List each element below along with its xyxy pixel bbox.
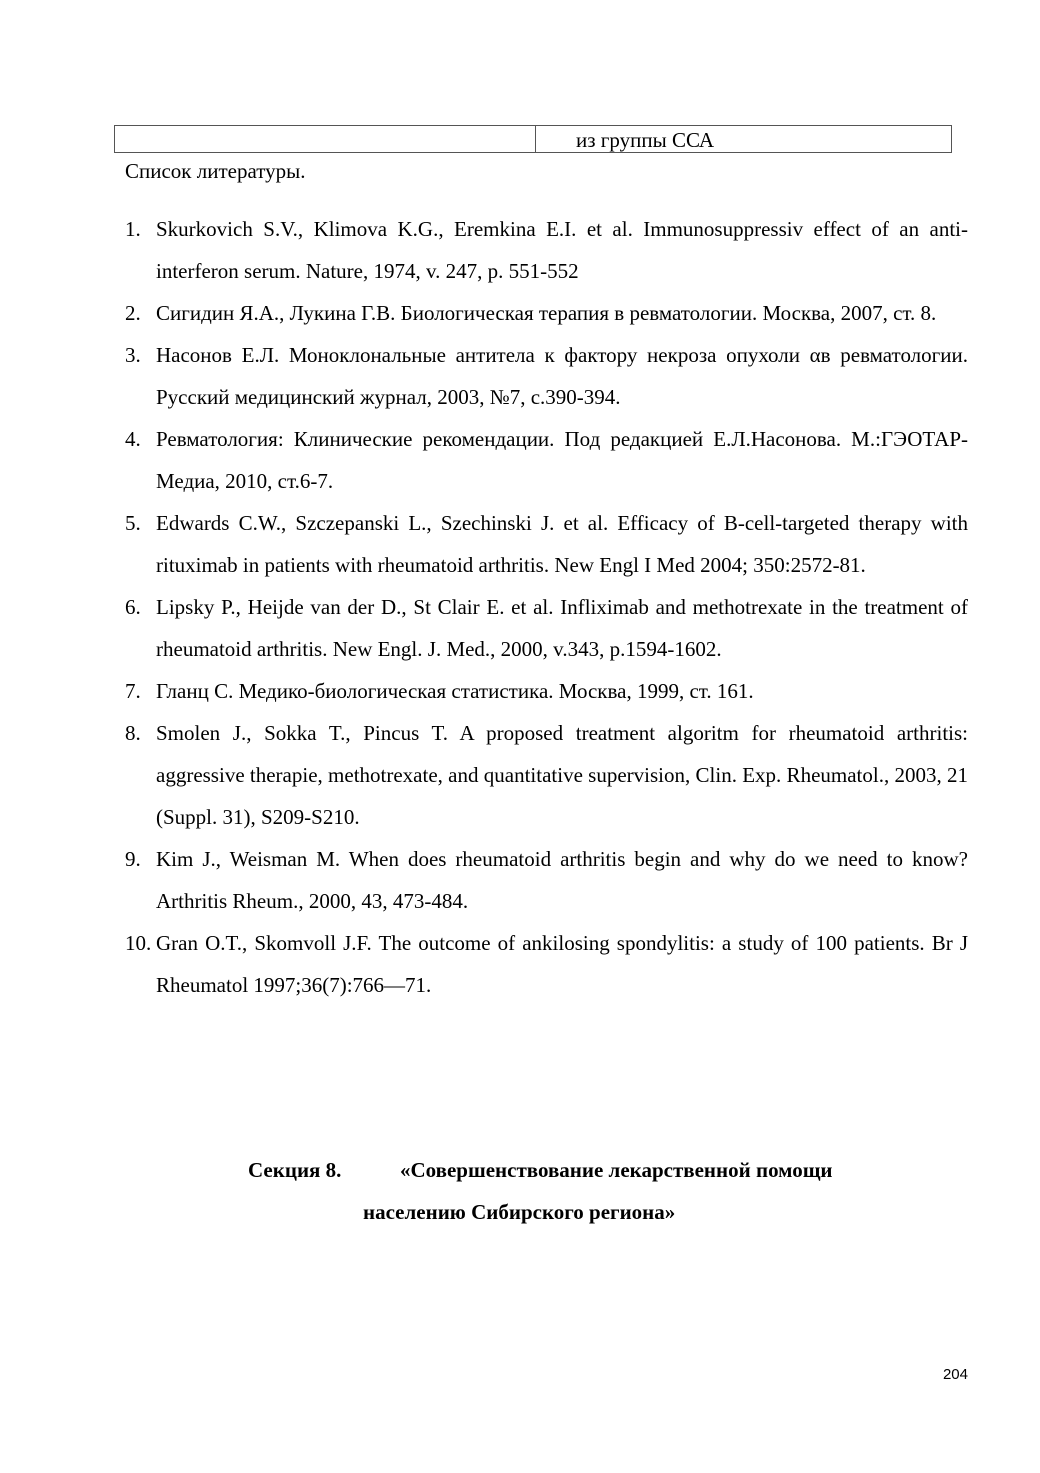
reference-number: 8. [125,721,141,745]
reference-number: 9. [125,847,141,871]
reference-text: Kim J., Weisman M. When does rheumatoid arthritis begin and why do we need to know? Arthritis Rheum., 2000, 43, 473-484. [156,847,968,913]
reference-item [125,292,968,334]
reference-item [125,712,968,838]
reference-item [125,334,968,418]
reference-text: Сигидин Я.А., Лукина Г.В. Биологическая терапия в ревматологии. Москва, 2007, ст. 8. [156,301,937,325]
reference-text: Smolen J., Sokka T., Pincus T. A proposed treatment algoritm for rheumatoid arthritis: aggressive therapie, methotrexate, and quantitative supervision, Clin. Exp. Rheumatol., 2003, 21 (Suppl. 31), S209-S210. [156,721,968,829]
reference-text: Skurkovich S.V., Klimova K.G., Eremkina E.I. et al. Immunosuppressiv effect of an anti-interferon serum. Nature, 1974, v. 247, p. 551-552 [156,217,968,283]
page-number: 204 [942,1366,968,1383]
reference-item [125,586,968,670]
section-title-line1: «Совершенствование лекарственной помощи [400,1158,833,1182]
reference-number: 2. [125,301,141,325]
reference-number: 4. [125,427,141,451]
reference-text: Насонов Е.Л. Моноклональные антитела к фактору некроза опухоли αв ревматологии. Русский медицинский журнал, 2003, №7, с.390-394. [156,343,968,409]
references-heading: Список литературы. [125,159,306,183]
section-label: Секция 8. [248,1158,342,1182]
table-cell-right: из группы ССА [576,128,715,152]
reference-item [125,922,968,1006]
reference-number: 5. [125,511,141,535]
table-fragment [114,125,952,153]
section-title-line2: населению Сибирского региона» [363,1200,676,1224]
reference-number: 1. [125,217,141,241]
reference-number: 10. [125,931,152,955]
table-cell-left [115,126,536,152]
reference-text: Edwards C.W., Szczepanski L., Szechinski J. et al. Efficacy of B-cell-targeted therapy with rituximab in patients with rheumatoid arthritis. New Engl I Med 2004; 350:2572-81. [156,511,968,577]
reference-text: Ревматология: Клинические рекомендации. Под редакцией Е.Л.Насонова. М.:ГЭОТАР-Медиа, 2010, ст.6-7. [156,427,968,493]
section-heading [0,1149,1040,1233]
reference-item [125,208,968,292]
reference-text: Lipsky P., Heijde van der D., St Clair E. et al. Infliximab and methotrexate in the treatment of rheumatoid arthritis. New Engl. J. Med., 2000, v.343, p.1594-1602. [156,595,968,661]
reference-item [125,502,968,586]
reference-item [125,670,968,712]
reference-number: 7. [125,679,141,703]
reference-number: 3. [125,343,141,367]
reference-text: Гланц С. Медико-биологическая статистика. Москва, 1999, ст. 161. [156,679,754,703]
reference-item [125,838,968,922]
reference-item [125,418,968,502]
section-heading-line [0,1149,1040,1191]
reference-list [125,208,968,1006]
reference-text: Gran O.T., Skomvoll J.F. The outcome of ankilosing spondylitis: a study of 100 patients. Br J Rheumatol 1997;36(7):766—71. [156,931,968,997]
reference-number: 6. [125,595,141,619]
